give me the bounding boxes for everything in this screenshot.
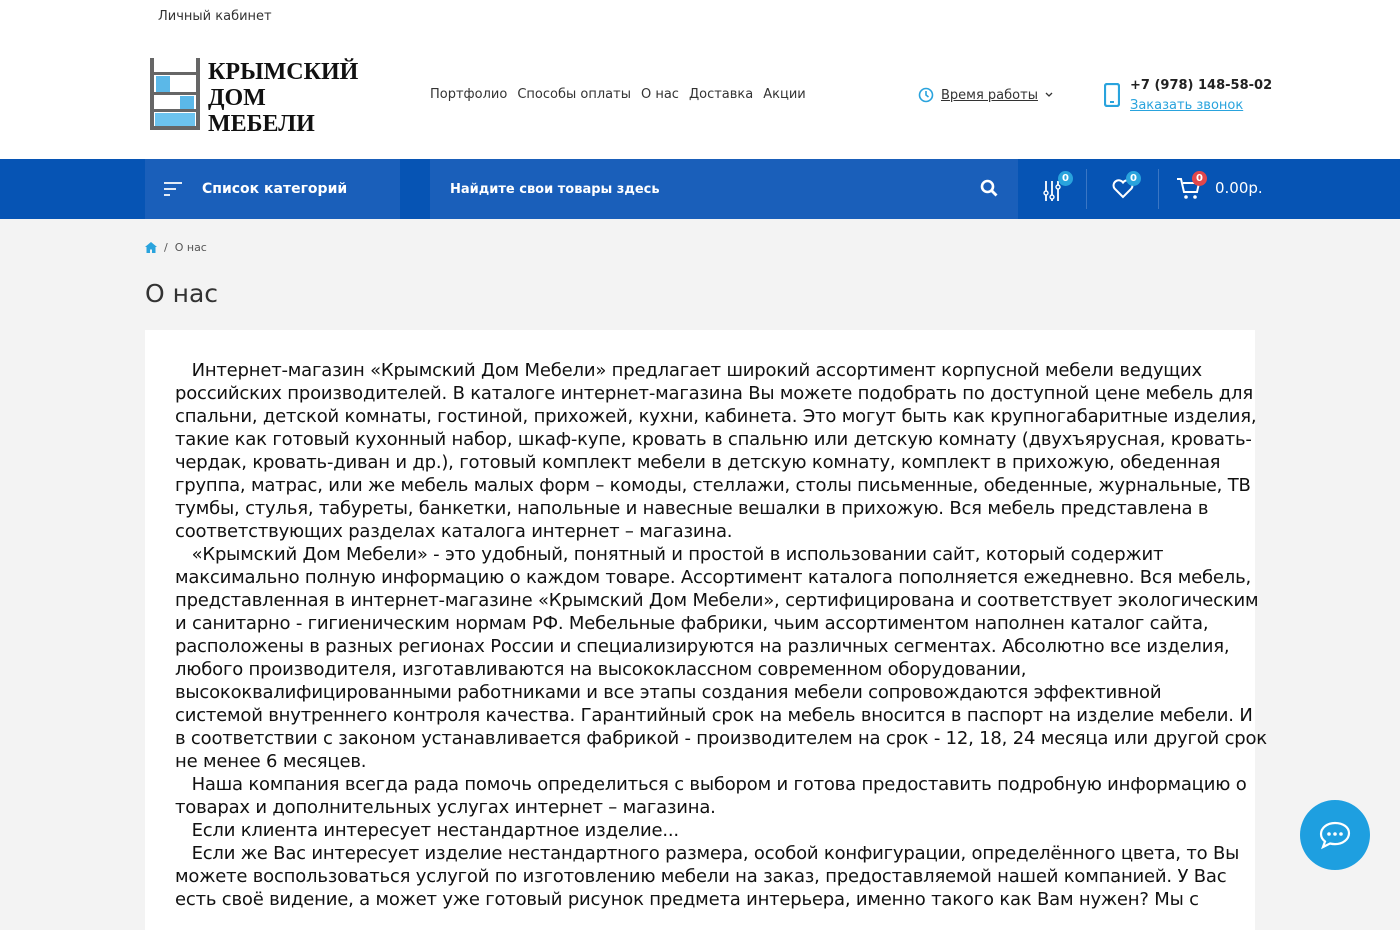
content-line: Наша компания всегда рада помочь определиться с выбором и готова предоставить подробную информацию о	[175, 774, 1247, 795]
content-line: расположены в разных регионах России и специализируются на различных сегментах. Абсолютно все изделия,	[175, 636, 1230, 657]
top-bar	[0, 0, 1400, 34]
logo-line: МЕБЕЛИ	[208, 111, 315, 137]
catalog-bar	[0, 159, 1400, 219]
nav-delivery[interactable]: Доставка	[688, 87, 754, 102]
content-line: чердак, кровать-диван и др.), готовый комплект мебели в детскую комнату, комплект в прихожую, обеденная	[175, 452, 1221, 473]
breadcrumb	[145, 241, 207, 254]
content-line: товарах и дополнительных услугах интернет – магазина.	[175, 797, 716, 818]
header	[0, 34, 1400, 159]
content-line: Если же Вас интересует изделие нестандартного размера, особой конфигурации, определённого цвета, то Вы	[175, 843, 1240, 864]
content-line: можете воспользоваться услугой по изготовлению мебели на заказ, предоставляемой нашей компанией. У Вас	[175, 866, 1227, 887]
search-icon[interactable]	[980, 179, 998, 197]
nav-promotions[interactable]: Акции	[763, 87, 806, 102]
content-line: высококвалифицированными работниками и все этапы создания мебели сопровождаются эффективной	[175, 682, 1162, 703]
menu-icon	[164, 182, 182, 196]
wishlist-button[interactable]	[1112, 159, 1152, 219]
working-hours-dropdown[interactable]	[918, 87, 1053, 103]
logo-line: КРЫМСКИЙ	[208, 59, 359, 85]
nav-about[interactable]: О нас	[640, 87, 679, 102]
content-line: и санитарно - гигиеническим нормам РФ. Мебельные фабрики, чьим ассортиментом наполнен каталог сайта,	[175, 613, 1209, 634]
nav-portfolio[interactable]: Портфолио	[430, 87, 508, 102]
main-nav	[430, 87, 806, 102]
wishlist-count-badge: 0	[1126, 171, 1141, 186]
page-title: О нас	[145, 279, 219, 308]
categories-label: Список категорий	[202, 181, 348, 197]
cart-total: 0.00р.	[1215, 179, 1263, 197]
bookshelf-logo-icon	[150, 58, 202, 130]
search-placeholder: Найдите свои товары здесь	[450, 181, 660, 197]
compare-count-badge: 0	[1058, 171, 1073, 186]
clock-icon	[918, 87, 934, 103]
content-line: Интернет-магазин «Крымский Дом Мебели» предлагает широкий ассортимент корпусной мебели ведущих	[175, 360, 1203, 381]
divider	[1158, 169, 1159, 209]
content-line: представленная в интернет-магазине «Крымский Дом Мебели», сертифицирована и соответствует экологическим	[175, 590, 1259, 611]
categories-button[interactable]	[145, 159, 400, 219]
search-input[interactable]	[430, 159, 1018, 219]
content-line: максимально полную информацию о каждом товаре. Ассортимент каталога пополняется ежедневно. Вся мебель,	[175, 567, 1252, 588]
working-hours-label: Время работы	[941, 87, 1038, 103]
home-icon[interactable]	[145, 242, 157, 253]
content-line: спальни, детской комнаты, гостиной, прихожей, кухни, кабинета. Это могут быть как крупногабаритные изделия,	[175, 406, 1257, 427]
content-line: соответствующих разделах каталога интернет – магазина.	[175, 521, 733, 542]
account-link[interactable]: Личный кабинет	[158, 9, 272, 24]
content-line: любого производителя, изготавливаются на высококлассном современном оборудовании,	[175, 659, 1027, 680]
breadcrumb-separator: /	[164, 241, 168, 254]
content-line: не менее 6 месяцев.	[175, 751, 367, 772]
phone-number[interactable]: +7 (978) 148-58-02	[1130, 78, 1273, 93]
compare-button[interactable]	[1043, 159, 1083, 219]
content-line: такие как готовый кухонный набор, шкаф-купе, кровать в спальню или детскую комнату (двухъярусная, кровать-	[175, 429, 1252, 450]
content-line: есть своё видение, а может уже готовый рисунок предмета интерьера, именно такого как Вам нужен? Мы с	[175, 889, 1199, 910]
chat-bubble-icon	[1318, 820, 1352, 850]
chevron-down-icon	[1045, 92, 1053, 98]
callback-link[interactable]: Заказать звонок	[1130, 98, 1244, 113]
content-line: «Крымский Дом Мебели» - это удобный, понятный и простой в использовании сайт, который содержит	[175, 544, 1164, 565]
logo-line: ДОМ	[208, 85, 266, 111]
content-line: российских производителей. В каталоге интернет-магазина Вы можете подобрать по доступной цене мебель для	[175, 383, 1253, 404]
about-content	[145, 330, 1267, 930]
content-line: Если клиента интересует нестандартное изделие...	[175, 820, 679, 841]
phone-icon	[1104, 83, 1120, 107]
nav-payment[interactable]: Способы оплаты	[517, 87, 631, 102]
content-line: в соответствии с законом устанавливается фабрикой - производителем на срок - 12, 18, 24 месяца или другой срок	[175, 728, 1267, 749]
breadcrumb-current: О нас	[174, 241, 207, 254]
content-line: группа, матрас, или же мебель малых форм – комоды, стеллажи, столы письменные, обеденные, журнальные, ТВ	[175, 475, 1251, 496]
content-line: системой внутреннего контроля качества. Гарантийный срок на мебель вносится в паспорт на изделие мебели. И	[175, 705, 1253, 726]
logo[interactable]	[150, 58, 358, 137]
cart-count-badge: 0	[1192, 171, 1207, 186]
divider	[1086, 169, 1087, 209]
chat-button[interactable]	[1300, 800, 1370, 870]
content-line: тумбы, стулья, табуреты, банкетки, напольные и навесные вешалки в прихожую. Вся мебель представлена в	[175, 498, 1209, 519]
